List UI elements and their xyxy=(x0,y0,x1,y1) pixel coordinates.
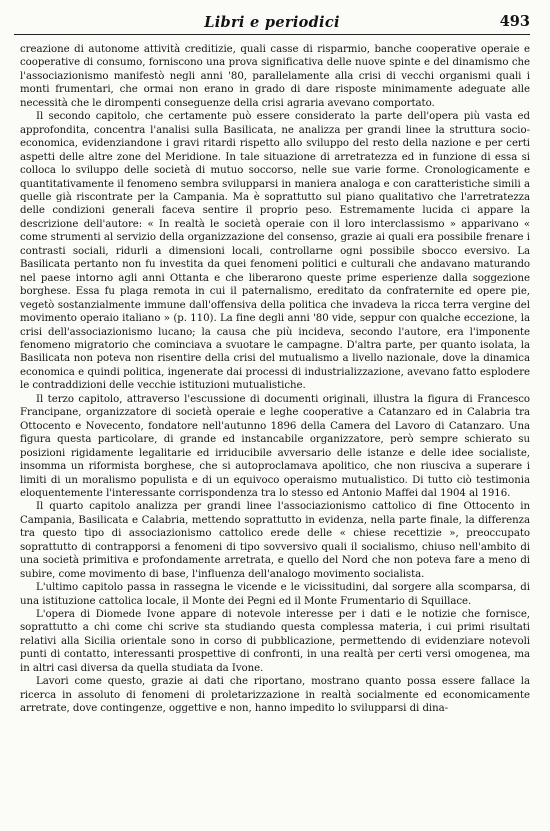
page-number: 493 xyxy=(499,13,530,30)
page-header xyxy=(14,12,530,34)
paragraph-assessment: L'opera di Diomede Ivone appare di notevole interesse per i dati e le notizie che fornisce, soprattutto a chi come chi scrive sta studiando questa complessa materia, i cui primi risultati relativi alla Sicilia orientale sono in corso di pubblicazione, permettendo di evidenziare notevoli punti di contatto, interessanti prospettive di confronti, in una realtà per certi versi omogenea, ma in altri casi diversa da quella studiata da Ivone. xyxy=(20,609,530,674)
paragraph-last-chapter: L'ultimo capitolo passa in rassegna le vicende e le vicissitudini, dal sorgere alla scomparsa, di una istituzione cattolica locale, il Monte dei Pegni ed il Monte Frumentario di Squillace. xyxy=(20,582,530,607)
paragraph-second-chapter: Il secondo capitolo, che certamente può essere considerato la parte dell'opera più vasta ed approfondita, concentra l'analisi sulla Basilicata, ne analizza per grandi linee la struttura socio-economica, evidenziandone i gravi ritardi rispetto allo sviluppo del resto della nazione e per certi aspetti delle altre zone del Meridione. In tale situazione di arretratezza ed in funzione di essa si colloca lo sviluppo delle società di mutuo soccorso, nelle sue varie forme. Cronologicamente e quantitativamente il fenomeno sembra svilupparsi in maniera analoga e con caratteristiche simili a quelle già riscontrate per la Campania. Ma è soprattutto sul piano qualitativo che l'arretratezza delle condizioni generali faceva sentire il proprio peso. Estremamente lucida ci appare la descrizione dell'autore: « In realtà le società operaie con il loro interclassismo » apparivano « come strumenti al servizio della organizzazione del consenso, grazie ai quali era possibile frenare i contrasti sociali, ridurli a dimensioni locali, controllarne ogni possibile sbocco eversivo. La Basilicata pertanto non fu investita da quei fenomeni politici e culturali che andavano maturando nel paese intorno agli anni Ottanta e che liberarono queste prime esperienze dalla soggezione borghese. Essa fu plaga remota in cui il paternalismo, ereditato da confraternite ed opere pie, vegetò sostanzialmente immune dall'offensiva della politica che invadeva la ricca terra vergine del movimento operaio italiano » (p. 110). La fine degli anni '80 vide, seppur con qualche eccezione, la crisi dell'associazionismo lucano; la causa che più incideva, secondo l'autore, era l'imponente fenomeno migratorio che cominciava a svuotare le campagne. D'altra parte, per quanto isolata, la Basilicata non poteva non risentire della crisi del mutualismo a livello nazionale, dove la dinamica economica e quindi politica, ingenerate dai processi di industrializzazione, avevano fatto esplodere le contraddizioni delle vecchie istituzioni mutualistiche. xyxy=(20,111,530,392)
header-rule xyxy=(14,34,530,35)
paragraph-third-chapter: Il terzo capitolo, attraverso l'escussione di documenti originali, illustra la figura di Francesco Francipane, organizzatore di società operaie e leghe cooperative a Catanzaro ed in Calabria tra Ottocento e Novecento, fondatore nell'autunno 1896 della Camera del Lavoro di Catanzaro. Una figura questa particolare, di grande ed instancabile organizzatore, però sempre schierato su posizioni rigidamente legalitarie ed irriducibile avversario delle istanze e delle idee socialiste, insomma un riformista borghese, che si autoproclamava apolitico, che non riusciva a superare i limiti di un moralismo populista e di un equivoco operaismo mutualistico. Di tutto ciò testimonia eloquentemente l'interessante corrispondenza tra lo stesso ed Antonio Maffei dal 1904 al 1916. xyxy=(20,393,530,499)
paragraph-conclusion: Lavori come questo, grazie ai dati che riportano, mostrano quanto possa essere fallace la ricerca in assoluto di fenomeni di proletarizzazione in realtà socialmente ed economicamente arretrate, dove contingenze, oggettive e non, hanno impedito lo svilupparsi di dina- xyxy=(20,676,530,715)
body-text xyxy=(20,43,530,716)
paragraph-continuation: creazione di autonome attività creditizie, quali casse di risparmio, banche cooperative operaie e cooperative di consumo, forniscono una prova significativa delle nuove spinte e del dinamismo che l'associazionismo manifestò negli anni '80, parallelamente alla crisi di vecchi organismi quali i monti frumentari, che ormai non erano in grado di dare risposte minimamente adeguate alle necessità che le dirompenti conseguenze della crisi agraria avevano comportato. xyxy=(20,44,530,109)
paragraph-fourth-chapter: Il quarto capitolo analizza per grandi linee l'associazionismo cattolico di fine Ottocento in Campania, Basilicata e Calabria, mettendo soprattutto in evidenza, nella parte finale, la differenza tra questo tipo di associazionismo cattolico erede delle « chiese recettizie », preoccupato soprattutto di contrapporsi a fenomeni di tipo sovversivo quali il socialismo, chiuso nell'ambito di una società primitiva e profondamente arretrata, e quello del Nord che non poteva fare a meno di subire, come movimento di base, l'influenza dell'analogo movimento socialista. xyxy=(20,501,530,580)
running-title: Libri e periodici xyxy=(204,14,340,31)
